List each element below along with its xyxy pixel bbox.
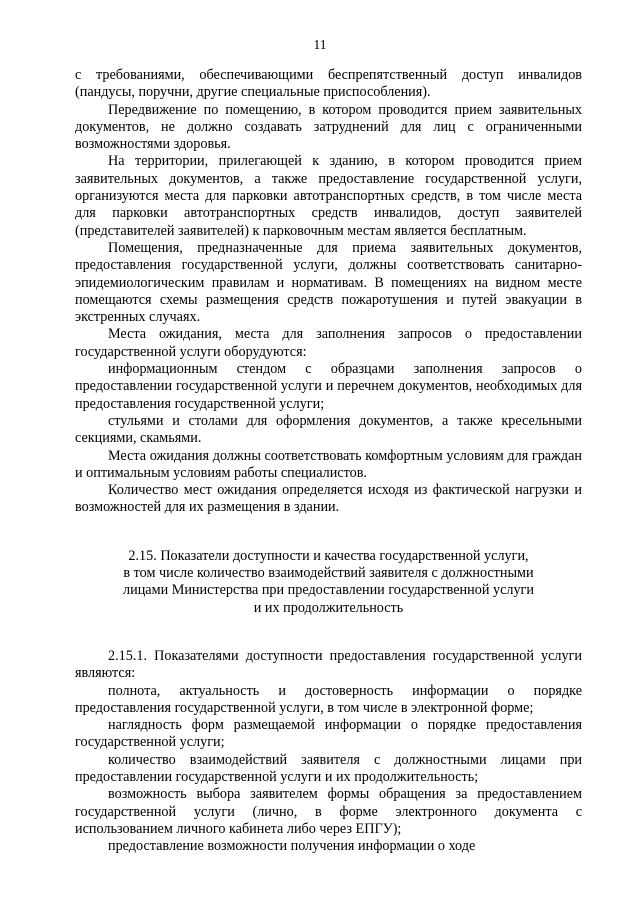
paragraph-sanitary-rules: Помещения, предназначенные для приема заявительных документов, предоставления государственной услуги, должны соответствовать санитарно-эпидемиологическим правилам и нормативам. В помещениях на видном месте помещаются схемы размещения средств пожаротушения и путей эвакуации в экстренных случаях. bbox=[75, 239, 582, 326]
paragraph-parking: На территории, прилегающей к зданию, в котором проводится прием заявительных документов, а также предоставление государственной услуги, организуются места для парковки автотранспортных средств, в том числе места для парковки автотранспортных средств инвалидов, доступ заявителей (представителей заявителей) к парковочным местам является бесплатным. bbox=[75, 153, 582, 239]
paragraph-info-clarity: наглядность форм размещаемой информации о порядке предоставления государственной услуги; bbox=[75, 717, 582, 751]
paragraph-info-stand: информационным стендом с образцами заполнения запросов о предоставлении государственной услуги и перечнем документов, необходимых для предоставления государственной услуги; bbox=[75, 361, 582, 412]
section-heading-line: лицами Министерства при предоставлении государственной услуги bbox=[123, 582, 534, 599]
paragraph-progress-info: предоставление возможности получения информации о ходе bbox=[108, 838, 476, 855]
section-heading-line: и их продолжительность bbox=[253, 599, 404, 616]
section-heading-line: в том числе количество взаимодействий заявителя с должностными bbox=[123, 565, 534, 582]
paragraph-comfort-conditions: Места ожидания должны соответствовать комфортным условиям для граждан и оптимальным условиям работы специалистов. bbox=[75, 447, 582, 481]
paragraph-accessibility-requirements: с требованиями, обеспечивающими беспрепятственный доступ инвалидов (пандусы, поручни, другие специальные приспособления). bbox=[75, 67, 582, 101]
paragraph-movement-in-premises: Передвижение по помещению, в котором проводится прием заявительных документов, не должно создавать затруднений для лиц с ограниченными возможностями здоровья. bbox=[75, 101, 582, 153]
section-heading-line: 2.15. Показатели доступности и качества государственной услуги, bbox=[128, 547, 529, 564]
paragraph-info-completeness: полнота, актуальность и достоверность информации о порядке предоставления государственной услуги, в том числе в электронной форме; bbox=[75, 682, 582, 716]
page-number: 11 bbox=[313, 37, 327, 52]
paragraph-request-form-choice: возможность выбора заявителем формы обращения за предоставлением государственной услуги (лично, в форме электронного документа с использованием личного кабинета либо через ЕПГУ); bbox=[75, 786, 582, 837]
paragraph-chairs-tables: стульями и столами для оформления документов, а также кресельными секциями, скамьями. bbox=[75, 412, 582, 447]
section-heading-2-15 bbox=[75, 548, 582, 617]
document-body bbox=[75, 67, 582, 855]
paragraph-waiting-places-count: Количество мест ожидания определяется исходя из фактической нагрузки и возможностей для их размещения в здании. bbox=[75, 482, 582, 516]
paragraph-2-15-1: 2.15.1. Показателями доступности предоставления государственной услуги являются: bbox=[75, 647, 582, 682]
paragraph-waiting-places-equipment: Места ожидания, места для заполнения запросов о предоставлении государственной услуги оборудуются: bbox=[75, 326, 582, 360]
paragraph-interactions-count: количество взаимодействий заявителя с должностными лицами при предоставлении государственной услуги и их продолжительность; bbox=[75, 751, 582, 785]
